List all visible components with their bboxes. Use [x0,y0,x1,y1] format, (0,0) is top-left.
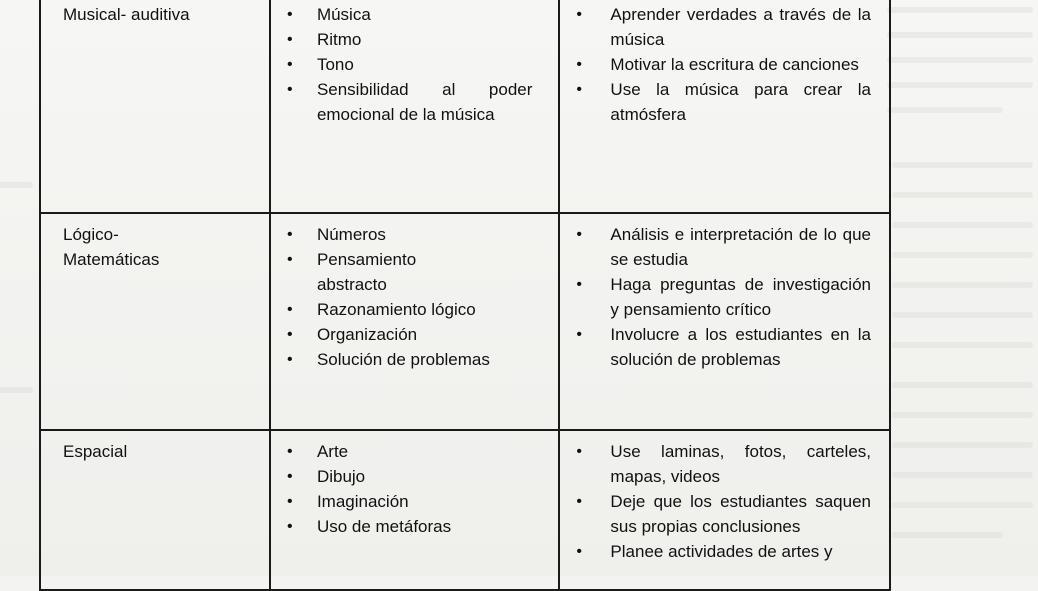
list-item: • Motivar la escritura de canciones [560,52,871,77]
list-item: • Uso de metáforas [271,514,532,539]
category-cell [40,430,270,590]
category-label: Espacial [63,442,128,461]
list-item: • Tono [271,52,532,77]
list-item: • Use laminas, fotos, carteles, mapas, videos [560,439,871,489]
list-item: • Imaginación [271,489,532,514]
list-item: • Planee actividades de artes y [560,539,871,564]
table-row [40,0,890,213]
strategies-cell [559,430,890,590]
category-label: Musical- auditiva [63,5,190,24]
list-item: • Análisis e interpretación de lo que se estudia [560,222,871,272]
list-item: • Razonamiento lógico [271,297,532,322]
list-item: • Pensamiento abstracto [271,247,417,297]
strategies-list [560,0,889,127]
list-item: • Ritmo [271,27,532,52]
characteristics-list [271,214,558,372]
list-item: • Dibujo [271,464,532,489]
list-item: • Involucre a los estudiantes en la solución de problemas [560,322,871,372]
list-item: • Organización [271,322,532,347]
characteristics-cell [270,0,559,213]
intelligences-table [39,0,891,591]
category-cell [40,0,270,213]
characteristics-cell [270,213,559,430]
characteristics-list [271,431,558,539]
strategies-list [560,431,889,564]
strategies-cell [559,213,890,430]
list-item: • Haga preguntas de investigación y pensamiento crítico [560,272,871,322]
list-item: • Solución de problemas [271,347,532,372]
list-item: • Música [271,2,532,27]
category-cell [40,213,270,430]
list-item: • Use la música para crear la atmósfera [560,77,871,127]
table-row [40,213,890,430]
characteristics-cell [270,430,559,590]
list-item: • Aprender verdades a través de la música [560,2,871,52]
strategies-list [560,214,889,372]
list-item: • Arte [271,439,532,464]
list-item: • Deje que los estudiantes saquen sus propias conclusiones [560,489,871,539]
category-label: Lógico-Matemáticas [63,225,160,269]
table-row [40,430,890,590]
list-item: • Sensibilidad al poder emocional de la música [271,77,532,127]
characteristics-list [271,0,558,127]
strategies-cell [559,0,890,213]
list-item: • Números [271,222,532,247]
